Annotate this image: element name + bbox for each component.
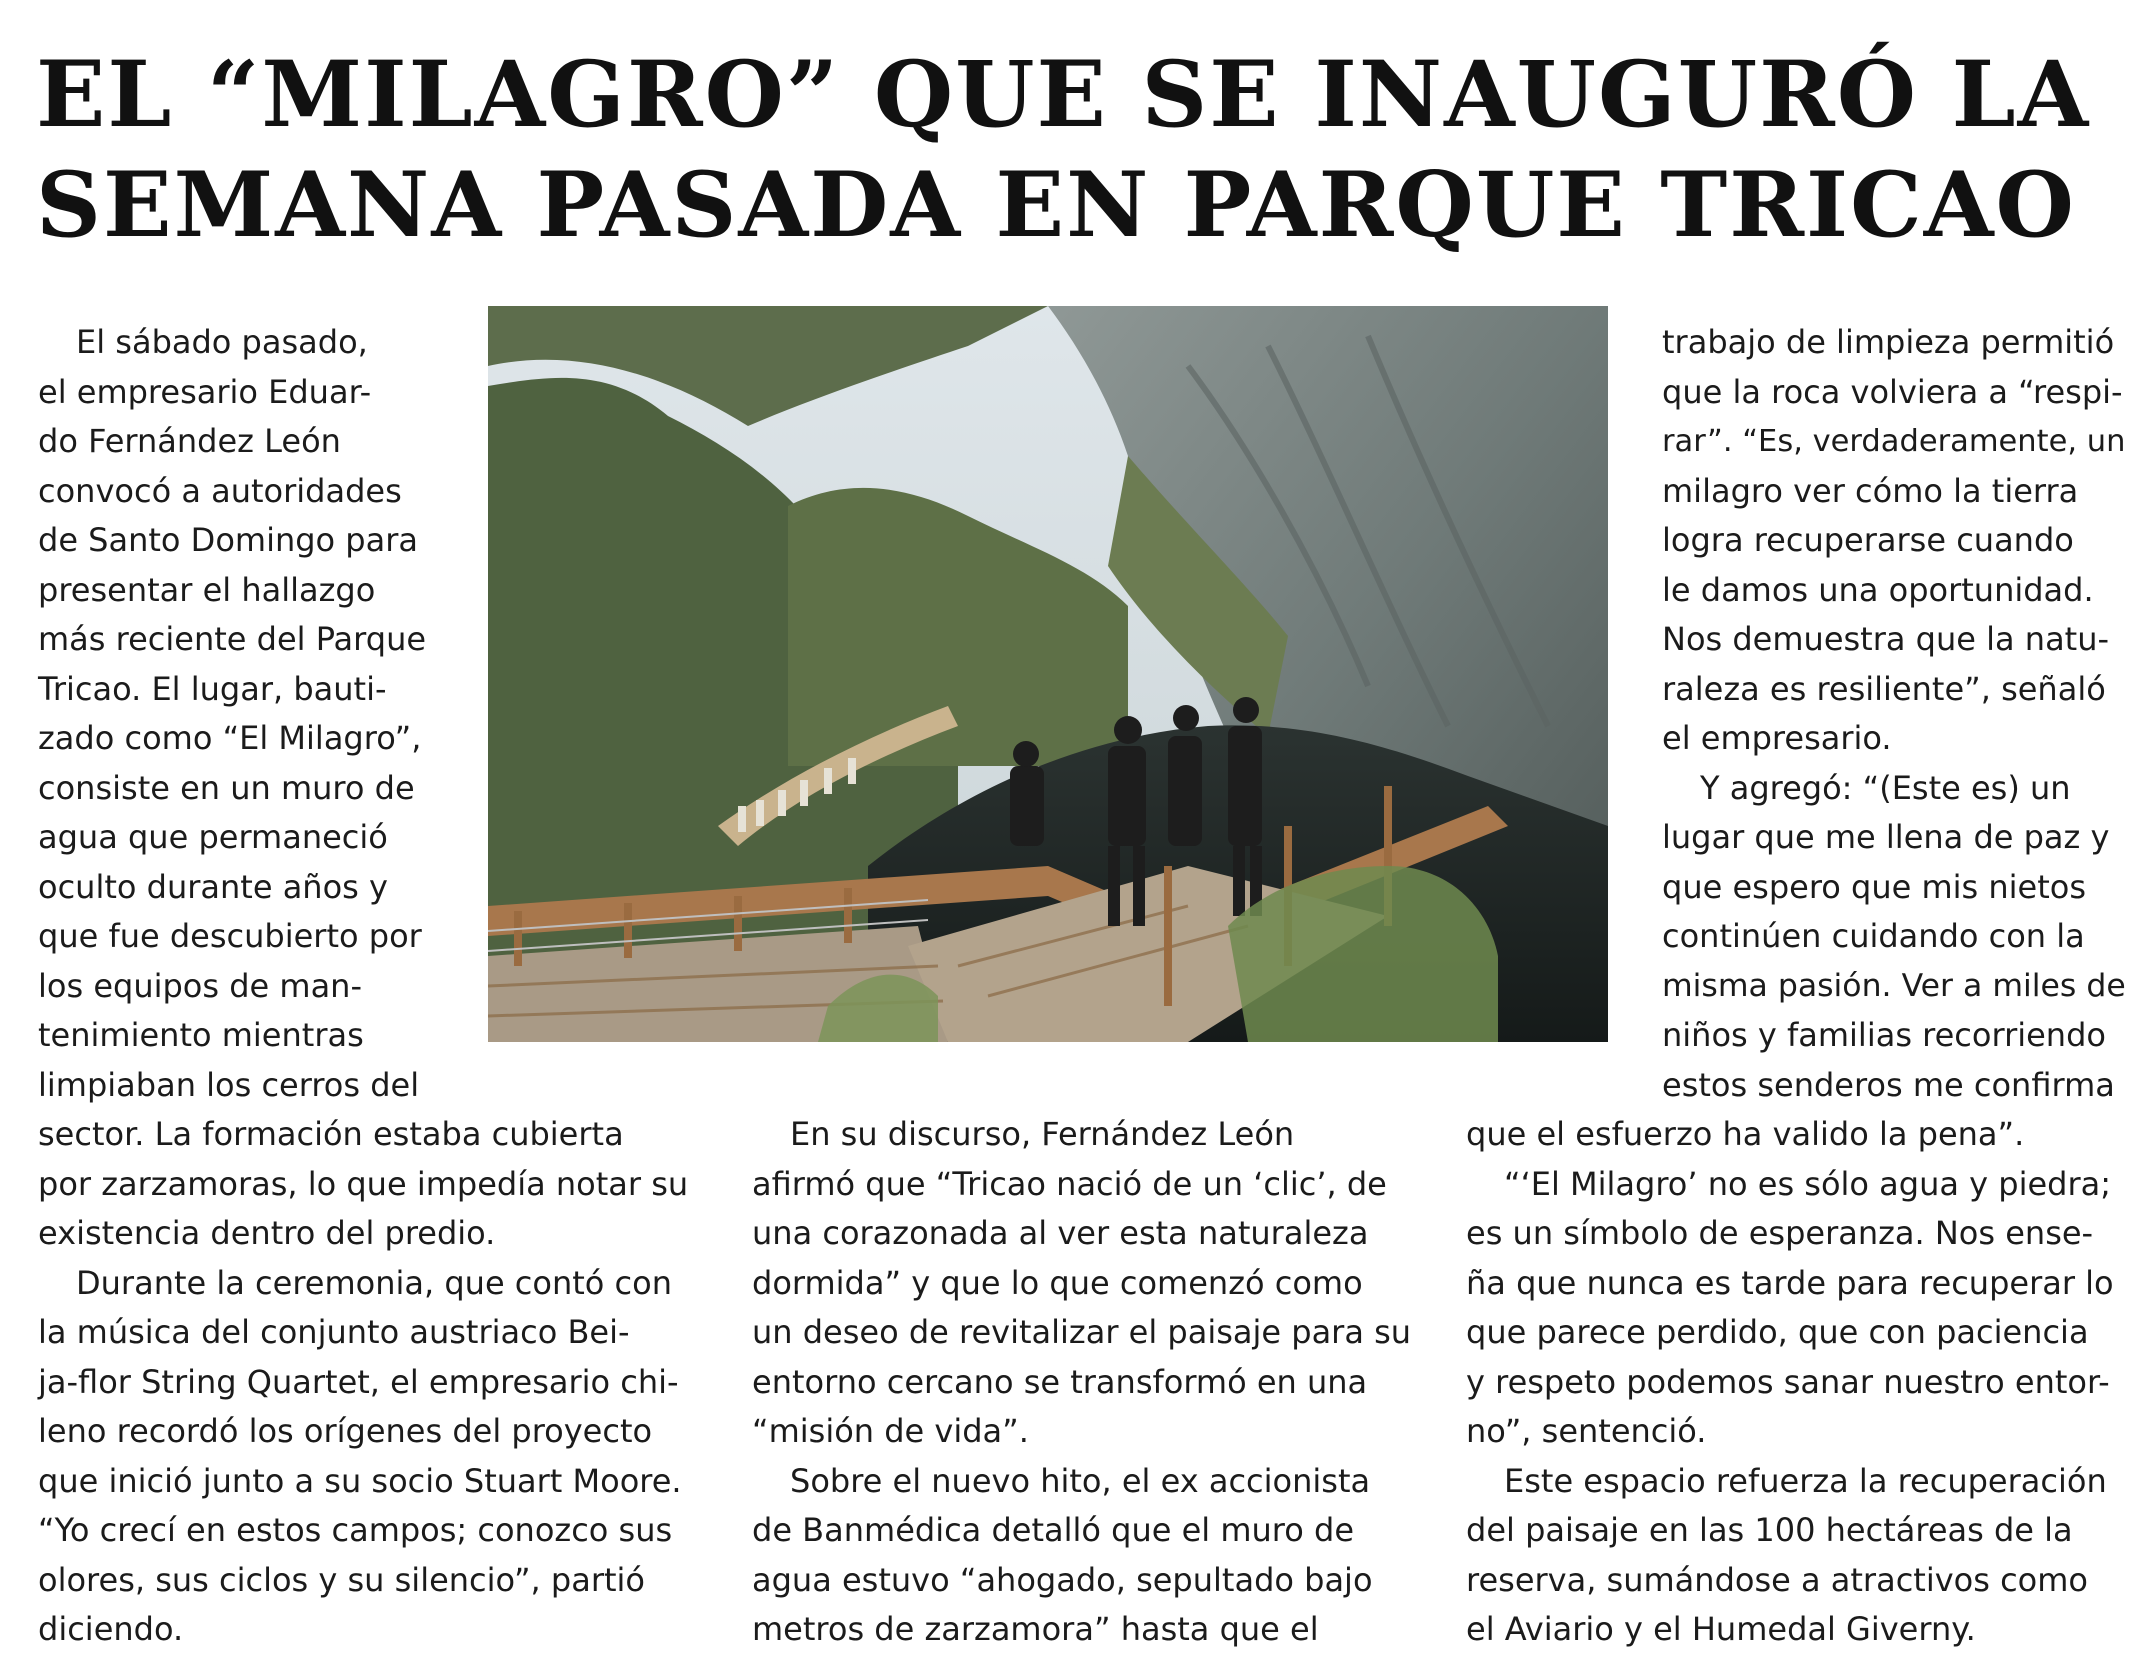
paragraph-6-bottom: [1466, 1110, 2132, 1160]
text-line: “‘El Milagro’ no es sólo agua y piedra;: [1504, 1164, 2112, 1203]
text-line: por zarzamoras, lo que impedía notar su: [38, 1164, 689, 1203]
text-line: que la roca volviera a “respi-: [1662, 372, 2123, 411]
text-line: ña que nunca es tarde para recuperar lo: [1466, 1263, 2114, 1302]
text-line: que el esfuerzo ha valido la pena”.: [1466, 1115, 2025, 1153]
text-line: la música del conjunto austriaco Bei-: [38, 1313, 630, 1351]
text-line: Tricao. El lugar, bauti-: [38, 669, 387, 708]
paragraph-7: [1466, 1160, 2132, 1457]
text-line: del paisaje en las 100 hectáreas de la: [1466, 1511, 2073, 1549]
middle-column: [752, 1110, 1412, 1655]
article-headline: [36, 40, 2096, 260]
text-line: reserva, sumándose a atractivos como: [1466, 1560, 2088, 1599]
text-line: presentar el hallazgo: [38, 570, 376, 609]
text-line: más reciente del Parque: [38, 620, 427, 658]
text-line: lugar que me llena de paz y: [1662, 818, 2110, 856]
text-line: los equipos de man-: [38, 966, 362, 1005]
text-line: zado como “El Milagro”,: [38, 719, 422, 757]
text-line: afirmó que “Tricao nació de un ‘clic’, de: [752, 1164, 1387, 1203]
text-line: olores, sus ciclos y su silencio”, partió: [38, 1560, 645, 1599]
text-line: Y agregó: “(Este es) un: [1700, 768, 2071, 807]
paragraph-4: [752, 1457, 1412, 1655]
text-line: Durante la ceremonia, que contó con: [76, 1263, 672, 1302]
text-line: el empresario Eduar-: [38, 372, 372, 411]
text-line: raleza es resiliente”, señaló: [1662, 669, 2106, 708]
text-line: do Fernández León: [38, 422, 341, 460]
text-line: Este espacio refuerza la recuperación: [1504, 1461, 2107, 1500]
headline-line-2: SEMANA PASADA EN PARQUE TRICAO: [36, 152, 2076, 258]
text-line: misma pasión. Ver a miles de: [1662, 967, 2126, 1004]
text-line: tenimiento mientras: [38, 1016, 364, 1054]
text-line: diciendo.: [38, 1610, 184, 1648]
text-line: milagro ver cómo la tierra: [1662, 471, 2079, 510]
left-column-bottom: [38, 1110, 698, 1655]
text-line: continúen cuidando con la: [1662, 917, 2085, 955]
text-line: el Aviario y el Humedal Giverny.: [1466, 1610, 1976, 1648]
text-line: entorno cercano se transformó en una: [752, 1362, 1368, 1401]
text-line: convocó a autoridades: [38, 471, 402, 510]
text-line: un deseo de revitalizar el paisaje para su: [752, 1313, 1412, 1351]
text-line: existencia dentro del predio.: [38, 1214, 496, 1252]
text-line: Sobre el nuevo hito, el ex accionista: [790, 1461, 1371, 1500]
text-line: trabajo de limpieza permitió: [1662, 323, 2115, 361]
headline-line-1: EL “MILAGRO” QUE SE INAUGURÓ LA: [36, 42, 2091, 148]
text-line: Nos demuestra que la natu-: [1662, 620, 2110, 658]
text-line: estos senderos me confirma: [1662, 1065, 2115, 1104]
text-line: niños y familias recorriendo: [1662, 1016, 2106, 1054]
text-line: no”, sentenció.: [1466, 1412, 1707, 1450]
paragraph-2: [38, 1259, 698, 1655]
text-line: logra recuperarse cuando: [1662, 521, 2074, 559]
text-line: leno recordó los orígenes del proyecto: [38, 1412, 653, 1450]
right-column-bottom: [1466, 1110, 2132, 1655]
text-line: rar”. “Es, verdaderamente, un: [1662, 424, 2126, 459]
text-line: y respeto podemos sanar nuestro entor-: [1466, 1362, 2110, 1401]
text-line: El sábado pasado,: [76, 323, 368, 361]
text-line: el empresario.: [1662, 719, 1892, 757]
right-column-top: [1662, 318, 2132, 1110]
text-line: es un símbolo de esperanza. Nos ense-: [1466, 1214, 2094, 1252]
text-line: agua estuvo “ahogado, sepultado bajo: [752, 1560, 1373, 1599]
text-line: una corazonada al ver esta naturaleza: [752, 1214, 1369, 1252]
text-line: que parece perdido, que con paciencia: [1466, 1313, 2089, 1351]
paragraph-1-bottom: [38, 1110, 698, 1259]
text-line: le damos una oportunidad.: [1662, 570, 2094, 609]
paragraph-8: [1466, 1457, 2132, 1655]
text-line: de Banmédica detalló que el muro de: [752, 1511, 1354, 1549]
paragraph-5-top: [1662, 318, 2132, 764]
text-line: dormida” y que lo que comenzó como: [752, 1263, 1363, 1302]
text-line: consiste en un muro de: [38, 768, 415, 807]
text-line: de Santo Domingo para: [38, 521, 418, 559]
text-line: que espero que mis nietos: [1662, 867, 2087, 906]
article-photo: [488, 306, 1608, 1042]
text-line: ja-flor String Quartet, el empresario chi-: [38, 1362, 679, 1401]
text-line: sector. La formación estaba cubierta: [38, 1115, 624, 1153]
text-line: agua que permaneció: [38, 818, 388, 856]
text-line: “Yo crecí en estos campos; conozco sus: [38, 1511, 673, 1549]
paragraph-6-top: [1662, 764, 2132, 1111]
text-line: limpiaban los cerros del: [38, 1065, 420, 1104]
paragraph-3: [752, 1110, 1412, 1457]
text-line: oculto durante años y: [38, 867, 388, 906]
text-line: que fue descubierto por: [38, 917, 422, 955]
text-line: que inició junto a su socio Stuart Moore.: [38, 1461, 682, 1500]
text-line: En su discurso, Fernández León: [790, 1115, 1295, 1153]
text-line: metros de zarzamora” hasta que el: [752, 1610, 1319, 1648]
left-column-top: [38, 318, 448, 1110]
text-line: “misión de vida”.: [752, 1412, 1029, 1450]
paragraph-1-top: [38, 318, 448, 1110]
